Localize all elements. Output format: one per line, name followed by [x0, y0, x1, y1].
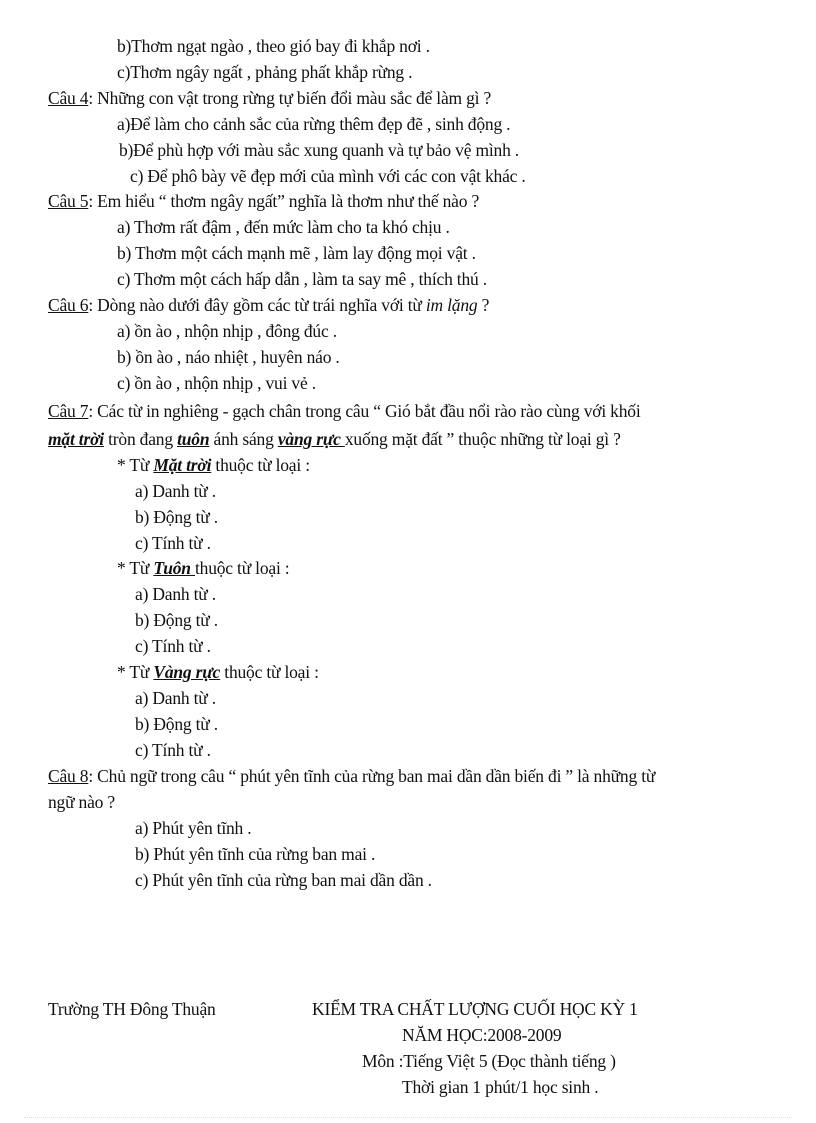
question-label: Câu 6: [48, 295, 89, 315]
question-text: : Những con vật trong rừng tự biến đổi màu sắc để làm gì ?: [88, 88, 492, 108]
q7-sub-1-option-c: c) Tính từ .: [135, 533, 211, 553]
q3-option-b: b)Thơm ngạt ngào , theo gió bay đi khắp nơi .: [117, 36, 430, 56]
question-text: : Em hiểu “ thơm ngây ngất” nghĩa là thơm như thế nào ?: [88, 191, 480, 211]
sub-prefix: * Từ: [117, 662, 154, 682]
q7-sub-3: [117, 661, 319, 683]
question-7: [48, 400, 641, 422]
q7-sub-2: [117, 557, 289, 579]
q6-option-a: a) ồn ào , nhộn nhịp , đông đúc .: [117, 321, 337, 341]
question-7-line-2: [48, 428, 621, 450]
q7-sub-2-option-b: b) Động từ .: [135, 610, 218, 630]
sub-prefix: * Từ: [117, 558, 154, 578]
page-bottom-divider: [24, 1117, 792, 1118]
keyword-vang-ruc: vàng rực: [277, 429, 345, 449]
q4-option-c: c) Để phô bày vẽ đẹp mới của mình với các con vật khác .: [130, 166, 526, 186]
keyword-vang-ruc: Vàng rực: [153, 662, 221, 682]
keyword-im-lang: im lặng: [425, 295, 478, 315]
q4-option-b: b)Để phù hợp với màu sắc xung quanh và tự bảo vệ mình .: [119, 140, 519, 160]
q6-option-c: c) ồn ào , nhộn nhịp , vui vẻ .: [117, 373, 316, 393]
q7-sub-2-option-c: c) Tính từ .: [135, 636, 211, 656]
question-label: Câu 7: [48, 401, 89, 421]
q7-sub-1-option-b: b) Động từ .: [135, 507, 218, 527]
question-text: : Chủ ngữ trong câu “ phút yên tĩnh của rừng ban mai dần dần biến đi ” là những từ: [88, 766, 656, 786]
keyword-mat-troi: mặt trời: [48, 429, 104, 449]
question-label: Câu 4: [48, 88, 89, 108]
q7-sub-3-option-a: a) Danh từ .: [135, 688, 216, 708]
question-8-line-2: ngữ nào ?: [48, 792, 115, 812]
q7-sub-1: [117, 454, 310, 476]
q7-sub-1-option-a: a) Danh từ .: [135, 481, 216, 501]
sub-suffix: thuộc từ loại :: [220, 662, 319, 682]
question-text: : Các từ in nghiêng - gạch chân trong câu “ Gió bắt đầu nổi rào rào cùng với khối: [88, 401, 641, 421]
question-text: : Dòng nào dưới đây gồm các từ trái nghĩa với từ: [88, 295, 426, 315]
keyword-tuon: tuôn: [177, 429, 210, 449]
q8-option-a: a) Phút yên tĩnh .: [135, 818, 252, 838]
text-segment: ánh sáng: [209, 429, 278, 449]
school-year: NĂM HỌC:2008-2009: [402, 1025, 562, 1045]
q8-option-c: c) Phút yên tĩnh của rừng ban mai dần dần .: [135, 870, 432, 890]
keyword-tuon: Tuôn: [153, 558, 195, 578]
q6-option-b: b) ồn ào , náo nhiệt , huyên náo .: [117, 347, 340, 367]
q7-sub-3-option-b: b) Động từ .: [135, 714, 218, 734]
keyword-mat-troi: Mặt trời: [153, 455, 212, 475]
question-label: Câu 8: [48, 766, 89, 786]
text-segment: xuống mặt đất ” thuộc những từ loại gì ?: [344, 429, 621, 449]
q3-option-c: c)Thơm ngây ngất , phảng phất khắp rừng .: [117, 62, 413, 82]
q4-option-a: a)Để làm cho cảnh sắc của rừng thêm đẹp đẽ , sinh động .: [117, 114, 511, 134]
question-6: [48, 294, 489, 316]
time-line: Thời gian 1 phút/1 học sinh .: [402, 1077, 599, 1097]
sub-prefix: * Từ: [117, 455, 154, 475]
q5-option-a: a) Thơm rất đậm , đến mức làm cho ta khó chịu .: [117, 217, 450, 237]
q5-option-b: b) Thơm một cách mạnh mẽ , làm lay động mọi vật .: [117, 243, 476, 263]
question-end: ?: [477, 295, 490, 315]
q5-option-c: c) Thơm một cách hấp dẫn , làm ta say mê , thích thú .: [117, 269, 487, 289]
school-name: Trường TH Đông Thuận: [48, 999, 216, 1019]
subject-line: Môn :Tiếng Việt 5 (Đọc thành tiếng ): [362, 1051, 616, 1071]
exam-title: KIỂM TRA CHẤT LƯỢNG CUỐI HỌC KỲ 1: [312, 999, 638, 1019]
question-label: Câu 5: [48, 191, 89, 211]
q7-sub-2-option-a: a) Danh từ .: [135, 584, 216, 604]
text-segment: tròn đang: [103, 429, 178, 449]
question-5: [48, 190, 479, 212]
question-4: [48, 87, 491, 109]
q7-sub-3-option-c: c) Tính từ .: [135, 740, 211, 760]
q8-option-b: b) Phút yên tĩnh của rừng ban mai .: [135, 844, 376, 864]
sub-suffix: thuộc từ loại :: [195, 558, 290, 578]
sub-suffix: thuộc từ loại :: [211, 455, 310, 475]
question-8: [48, 765, 655, 787]
